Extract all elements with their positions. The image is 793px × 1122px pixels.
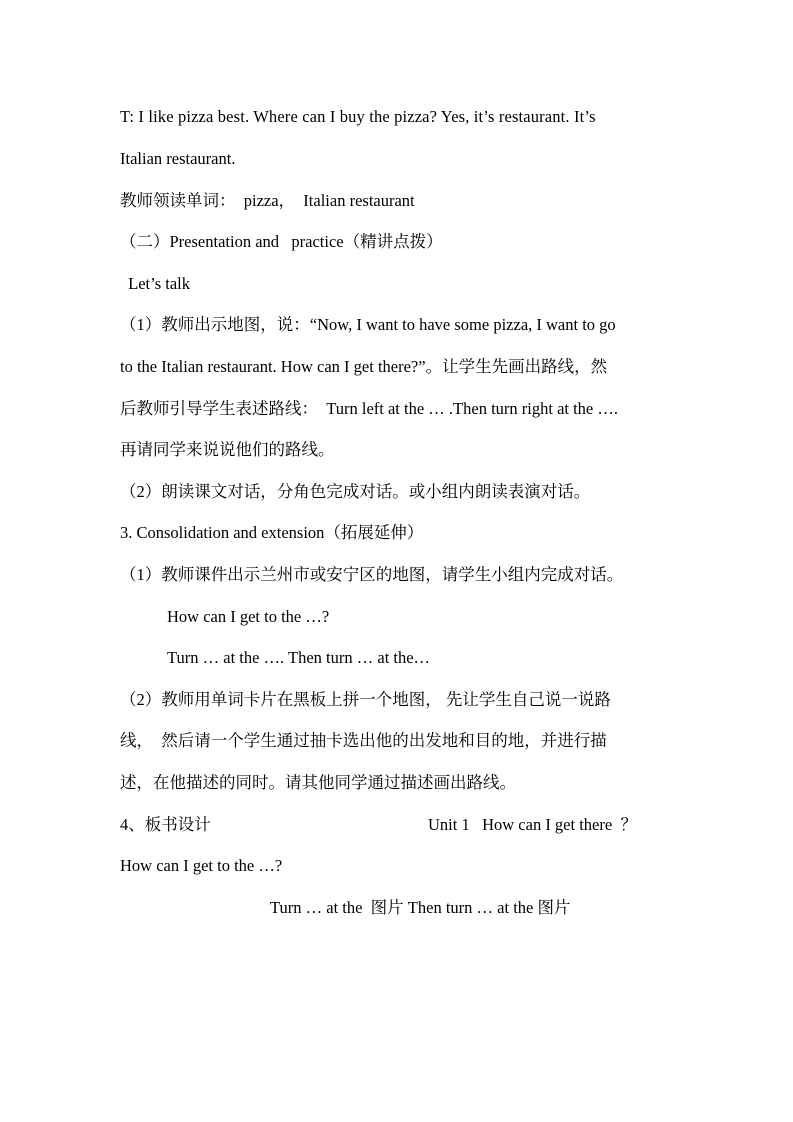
text-line-7: to the Italian restaurant. How can I get there?”。让学生先画出路线，然 — [120, 357, 608, 376]
text-line-12: （1）教师课件出示兰州市或安宁区的地图，请学生小组内完成对话。 — [120, 565, 624, 584]
text-line-5: Let’s talk — [124, 274, 190, 293]
text-line-15: （2）教师用单词卡片在黑板上拼一个地图， 先让学生自己说一说路 — [120, 690, 611, 709]
text-line-9: 再请同学来说说他们的路线。 — [120, 440, 335, 459]
text-line-3: 教师领读单词： pizza， Italian restaurant — [120, 191, 415, 210]
text-line-2: Italian restaurant. — [120, 149, 236, 168]
text-line-4: （二）Presentation and practice（精讲点拨） — [120, 232, 443, 251]
text-line-17: 述，在他描述的同时。请其他同学通过描述画出路线。 — [120, 773, 516, 792]
text-line-11: 3. Consolidation and extension（拓展延伸） — [120, 523, 424, 542]
text-line-8: 后教师引导学生表述路线： Turn left at the … .Then turn right at the …. — [120, 399, 619, 418]
text-line-16: 线， 然后请一个学生通过抽卡选出他的出发地和目的地，并进行描 — [120, 731, 607, 750]
text-line-1: T: I like pizza best. Where can I buy the pizza? Yes, it’s restaurant. It’s — [120, 107, 596, 126]
unit-title: Unit 1 How can I get there ？ — [428, 815, 637, 834]
text-line-19: How can I get to the …? — [120, 856, 283, 875]
text-line-14: Turn … at the …. Then turn … at the… — [167, 648, 431, 667]
text-line-20: Turn … at the 图片 Then turn … at the 图片 — [270, 898, 571, 917]
text-line-10: （2）朗读课文对话，分角色完成对话。或小组内朗读表演对话。 — [120, 482, 591, 501]
section-heading-board: 4、板书设计 — [120, 815, 211, 834]
text-line-6: （1）教师出示地图，说：“Now, I want to have some pizza, I want to go — [120, 315, 616, 334]
text-line-13: How can I get to the …? — [167, 607, 330, 626]
